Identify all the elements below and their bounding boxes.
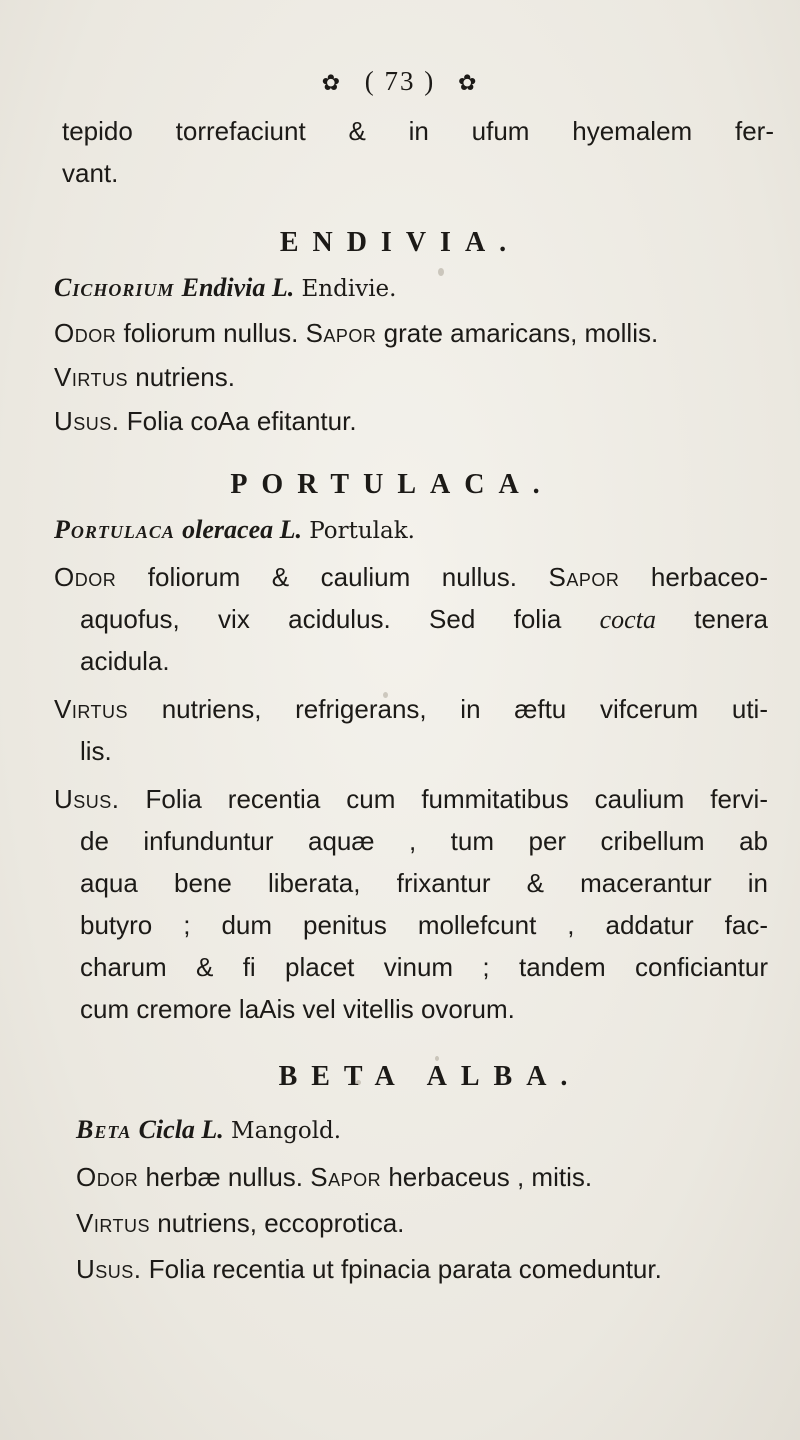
intro-line: tepido torrefaciunt & in ufum hyemalem fer-: [62, 116, 774, 146]
virtus-label: Virtus: [76, 1208, 151, 1238]
odor-line: [54, 312, 658, 354]
flower-ornament-icon: ✿: [457, 70, 479, 95]
usus-continuation-line: butyro ; dum penitus mollefcunt , addatur fac-: [80, 910, 768, 940]
sapor-text: grate amaricans, mollis.: [383, 318, 659, 348]
genus-name: Beta: [76, 1115, 132, 1144]
odor-label: Odor: [54, 318, 117, 348]
usus-continuation-line: cum cremore laAis vel vitellis ovorum.: [80, 994, 515, 1024]
flower-ornament-icon: ✿: [321, 70, 342, 95]
odor-line: [54, 556, 768, 598]
intro-line: vant.: [62, 158, 119, 188]
usus-text: Folia recentia ut fpinacia parata comeduntur.: [148, 1254, 662, 1284]
entry-title-portulaca: [54, 508, 415, 552]
entry-title-endivia: [54, 266, 396, 310]
virtus-text: nutriens.: [135, 362, 235, 392]
usus-label: Usus.: [54, 406, 120, 436]
virtus-continuation-line: lis.: [80, 736, 112, 766]
page-header: [0, 66, 800, 97]
usus-line: [76, 1248, 662, 1290]
odor-text: foliorum nullus.: [123, 318, 299, 348]
virtus-label: Virtus: [54, 362, 129, 392]
section-heading-endivia: ENDIVIA.: [279, 227, 521, 258]
foxing-spot: [438, 268, 444, 276]
sapor-text: herbaceus , mitis.: [388, 1162, 593, 1192]
sapor-label: Sapor: [305, 318, 377, 348]
usus-continuation-line: aqua bene liberata, frixantur & macerantur in: [80, 868, 768, 898]
odor-text: herbæ nullus.: [145, 1162, 304, 1192]
usus-continuation-line: de infunduntur aquæ , tum per cribellum ab: [80, 826, 768, 856]
odor-line: [76, 1156, 592, 1198]
virtus-label: Virtus: [54, 694, 129, 724]
odor-continuation-line: [80, 598, 768, 641]
odor-text: foliorum & caulium nullus.: [147, 562, 517, 592]
usus-label: Usus.: [54, 784, 120, 814]
usus-label: Usus.: [76, 1254, 142, 1284]
sapor-label: Sapor: [548, 562, 620, 592]
entry-title-beta: [76, 1108, 341, 1152]
virtus-line: [54, 688, 768, 730]
odor-label: Odor: [76, 1162, 139, 1192]
usus-line: [54, 400, 357, 442]
genus-name: Portulaca: [54, 515, 175, 544]
usus-text: Folia coAa efitantur.: [126, 406, 357, 436]
odor-continuation-line: acidula.: [80, 646, 170, 676]
section-heading-portulaca: PORTULACA.: [230, 469, 554, 500]
virtus-line: [54, 356, 235, 398]
usus-continuation-line: charum & fi placet vinum ; tandem conficiantur: [80, 952, 768, 982]
sapor-text: herbaceo-: [650, 562, 768, 592]
sapor-label: Sapor: [310, 1162, 382, 1192]
vernacular-name: Endivie.: [301, 276, 397, 302]
usus-line: [54, 778, 768, 820]
species-name: oleracea L.: [182, 515, 302, 544]
species-name: Cicla L.: [138, 1115, 224, 1144]
page-number: ( 73 ): [364, 66, 436, 96]
virtus-line: [76, 1202, 404, 1244]
virtus-text: nutriens, refrigerans, in æftu vifcerum uti-: [161, 694, 768, 724]
genus-name: Cichorium: [54, 273, 175, 302]
odor-label: Odor: [54, 562, 117, 592]
vernacular-name: Portulak.: [309, 518, 415, 544]
italic-word: cocta: [599, 605, 656, 634]
text-segment: tenera: [694, 604, 768, 634]
virtus-text: nutriens, eccoprotica.: [157, 1208, 405, 1238]
section-heading-beta-alba: BETA ALBA.: [278, 1061, 582, 1092]
species-name: Endivia L.: [181, 273, 295, 302]
usus-text: Folia recentia cum fummitatibus caulium fervi-: [145, 784, 768, 814]
vernacular-name: Mangold.: [231, 1118, 342, 1144]
text-segment: aquofus, vix acidulus. Sed folia: [80, 604, 562, 634]
